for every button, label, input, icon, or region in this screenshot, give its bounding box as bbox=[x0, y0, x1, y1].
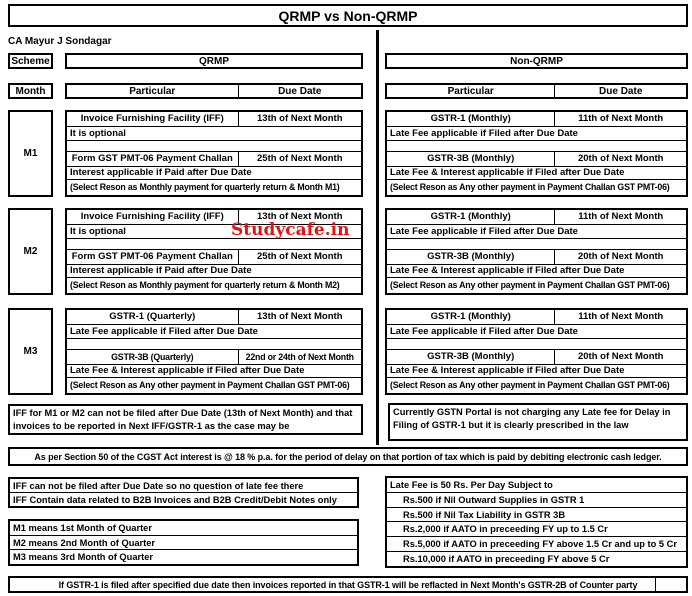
particular-header: Particular bbox=[67, 85, 239, 97]
list-item: M2 means 2nd Month of Quarter bbox=[10, 536, 357, 551]
table-row bbox=[387, 210, 686, 225]
column-headers-qrmp bbox=[65, 83, 363, 99]
note-row: Late Fee & Interest applicable if Filed after Due Date bbox=[387, 265, 686, 278]
particular-cell: GSTR-3B (Monthly) bbox=[387, 350, 555, 364]
author-name: CA Mayur J Sondagar bbox=[8, 36, 112, 47]
note-row: Interest applicable if Paid after Due Date bbox=[67, 265, 361, 278]
spacer-row bbox=[67, 339, 361, 349]
table-row bbox=[387, 310, 686, 325]
due-date-cell: 11th of Next Month bbox=[578, 113, 664, 125]
month-label-m3: M3 bbox=[8, 308, 53, 395]
month-label-box: Month bbox=[8, 83, 53, 99]
page-title: QRMP vs Non-QRMP bbox=[8, 4, 688, 27]
late-fee-item: Rs.500 if Nil Tax Liability in GSTR 3B bbox=[387, 508, 686, 523]
note-row: It is optional bbox=[67, 127, 361, 141]
due-date-cell: 11th of Next Month bbox=[578, 311, 664, 323]
list-item: IFF Contain data related to B2B Invoices and B2B Credit/Debit Notes only bbox=[13, 494, 337, 505]
note-row: Late Fee & Interest applicable if Filed after Due Date bbox=[67, 365, 361, 378]
due-date-cell: 25th of Next Month bbox=[257, 251, 343, 263]
due-date-cell: 20th of Next Month bbox=[577, 153, 664, 165]
due-date-cell: 13th of Next Month bbox=[257, 211, 343, 223]
spacer-row bbox=[387, 141, 686, 151]
cell-border-tick bbox=[655, 578, 657, 591]
due-date-cell: 25th of Next Month bbox=[257, 153, 343, 165]
qrmp-m1-table bbox=[65, 110, 363, 197]
particular-cell: Form GST PMT-06 Payment Challan bbox=[67, 250, 239, 264]
qrmp-header: QRMP bbox=[65, 53, 363, 69]
interest-note: As per Section 50 of the CGST Act interest is @ 18 % p.a. for the period of delay on that portion of tax which is paid by debiting electronic cash ledger. bbox=[8, 447, 688, 466]
nonqrmp-m1-table bbox=[385, 110, 688, 197]
late-fee-item: Rs.10,000 if AATO in preceeding FY above 5 Cr bbox=[403, 554, 610, 565]
table-row bbox=[387, 349, 686, 365]
note-row: (Select Reson as Any other payment in Payment Challan GST PMT-06) bbox=[390, 182, 670, 193]
due-date-cell: 22nd or 24th of Next Month bbox=[245, 351, 354, 362]
note-row: (Select Reson as Monthly payment for quarterly return & Month M2) bbox=[70, 280, 340, 291]
particular-cell: Invoice Furnishing Facility (IFF) bbox=[67, 112, 239, 126]
table-row bbox=[387, 112, 686, 127]
gstr2b-note bbox=[8, 576, 688, 593]
note-row: Late Fee & Interest applicable if Filed after Due Date bbox=[387, 167, 686, 180]
spacer-row bbox=[387, 339, 686, 349]
late-fee-item: Rs.2,000 if AATO in preceeding FY up to 1.5 Cr bbox=[387, 522, 686, 537]
month-label-m2: M2 bbox=[8, 208, 53, 295]
particular-cell: GSTR-3B (Monthly) bbox=[387, 250, 555, 264]
note-row: Late Fee applicable if Filed after Due Date bbox=[387, 127, 686, 141]
scheme-label-box: Scheme bbox=[8, 53, 53, 69]
late-fee-header: Late Fee is 50 Rs. Per Day Subject to bbox=[387, 478, 686, 493]
particular-header: Particular bbox=[387, 85, 555, 97]
spacer-row bbox=[67, 239, 361, 249]
spacer-row bbox=[67, 141, 361, 151]
list-item: IFF can not be filed after Due Date so no question of late fee there bbox=[10, 479, 357, 493]
late-fee-box bbox=[385, 476, 688, 568]
late-fee-item: Rs.500 if Nil Outward Supplies in GSTR 1 bbox=[387, 493, 686, 508]
particular-cell: Invoice Furnishing Facility (IFF) bbox=[67, 210, 239, 224]
particular-cell: Form GST PMT-06 Payment Challan bbox=[67, 152, 239, 166]
month-label-m1: M1 bbox=[8, 110, 53, 197]
month-meanings-box bbox=[8, 519, 359, 566]
particular-cell: GSTR-1 (Monthly) bbox=[387, 310, 555, 324]
due-date-header: Due Date bbox=[278, 85, 322, 97]
table-row bbox=[67, 349, 361, 365]
table-row bbox=[387, 249, 686, 265]
due-date-cell: 11th of Next Month bbox=[578, 211, 664, 223]
due-date-cell: 13th of Next Month bbox=[257, 311, 343, 323]
qrmp-m3-table bbox=[65, 308, 363, 395]
table-row bbox=[67, 249, 361, 265]
note-row: Late Fee & Interest applicable if Filed after Due Date bbox=[387, 365, 686, 378]
table-row bbox=[67, 151, 361, 167]
table-row bbox=[67, 112, 361, 127]
particular-cell: GSTR-1 (Monthly) bbox=[387, 112, 555, 126]
due-date-header: Due Date bbox=[599, 85, 643, 97]
note-row: Late Fee applicable if Filed after Due Date bbox=[67, 325, 361, 339]
due-date-cell: 13th of Next Month bbox=[257, 113, 343, 125]
nonqrmp-m3-table bbox=[385, 308, 688, 395]
table-row bbox=[387, 151, 686, 167]
list-item: M3 means 3rd Month of Quarter bbox=[13, 552, 153, 563]
note-row: (Select Reson as Any other payment in Payment Challan GST PMT-06) bbox=[390, 280, 670, 291]
note-row: Late Fee applicable if Filed after Due Date bbox=[387, 325, 686, 339]
center-divider bbox=[376, 30, 379, 445]
note-row: It is optional bbox=[67, 225, 361, 239]
note-row: Interest applicable if Paid after Due Date bbox=[67, 167, 361, 180]
list-item: M1 means 1st Month of Quarter bbox=[10, 521, 357, 536]
gstr2b-note-text: If GSTR-1 is filed after specified due date then invoices reported in that GSTR-1 will be reflacted in Next Month's GSTR-2B of Counter party bbox=[58, 579, 638, 590]
note-row: Late Fee applicable if Filed after Due Date bbox=[387, 225, 686, 239]
table-row bbox=[67, 310, 361, 325]
iff-rules-box bbox=[8, 477, 359, 508]
particular-cell: GSTR-3B (Monthly) bbox=[387, 152, 555, 166]
particular-cell: GSTR-1 (Monthly) bbox=[387, 210, 555, 224]
due-date-cell: 20th of Next Month bbox=[577, 351, 664, 363]
gstn-note-box: Currently GSTN Portal is not charging any Late fee for Delay in Filing of GSTR-1 but it is clearly prescribed in the law bbox=[388, 403, 688, 441]
nonqrmp-m2-table bbox=[385, 208, 688, 295]
note-row: (Select Reson as Any other payment in Payment Challan GST PMT-06) bbox=[390, 380, 670, 391]
late-fee-item: Rs.5,000 if AATO in preceeding FY above 1.5 Cr and up to 5 Cr bbox=[387, 537, 686, 552]
due-date-cell: 20th of Next Month bbox=[577, 251, 664, 263]
spacer-row bbox=[387, 239, 686, 249]
particular-cell: GSTR-1 (Quarterly) bbox=[67, 310, 239, 324]
iff-note-box: IFF for M1 or M2 can not be filed after Due Date (13th of Next Month) and that invoices to be reported in Next IFF/GSTR-1 as the case may be bbox=[8, 404, 363, 435]
non-qrmp-header: Non-QRMP bbox=[385, 53, 688, 69]
note-row: (Select Reson as Monthly payment for quarterly return & Month M1) bbox=[70, 182, 340, 193]
note-row: (Select Reson as Any other payment in Payment Challan GST PMT-06) bbox=[70, 380, 350, 391]
column-headers-nonqrmp bbox=[385, 83, 688, 99]
particular-cell: GSTR-3B (Quarterly) bbox=[67, 350, 239, 364]
studycafe-watermark: Studycafe.in bbox=[231, 220, 350, 240]
